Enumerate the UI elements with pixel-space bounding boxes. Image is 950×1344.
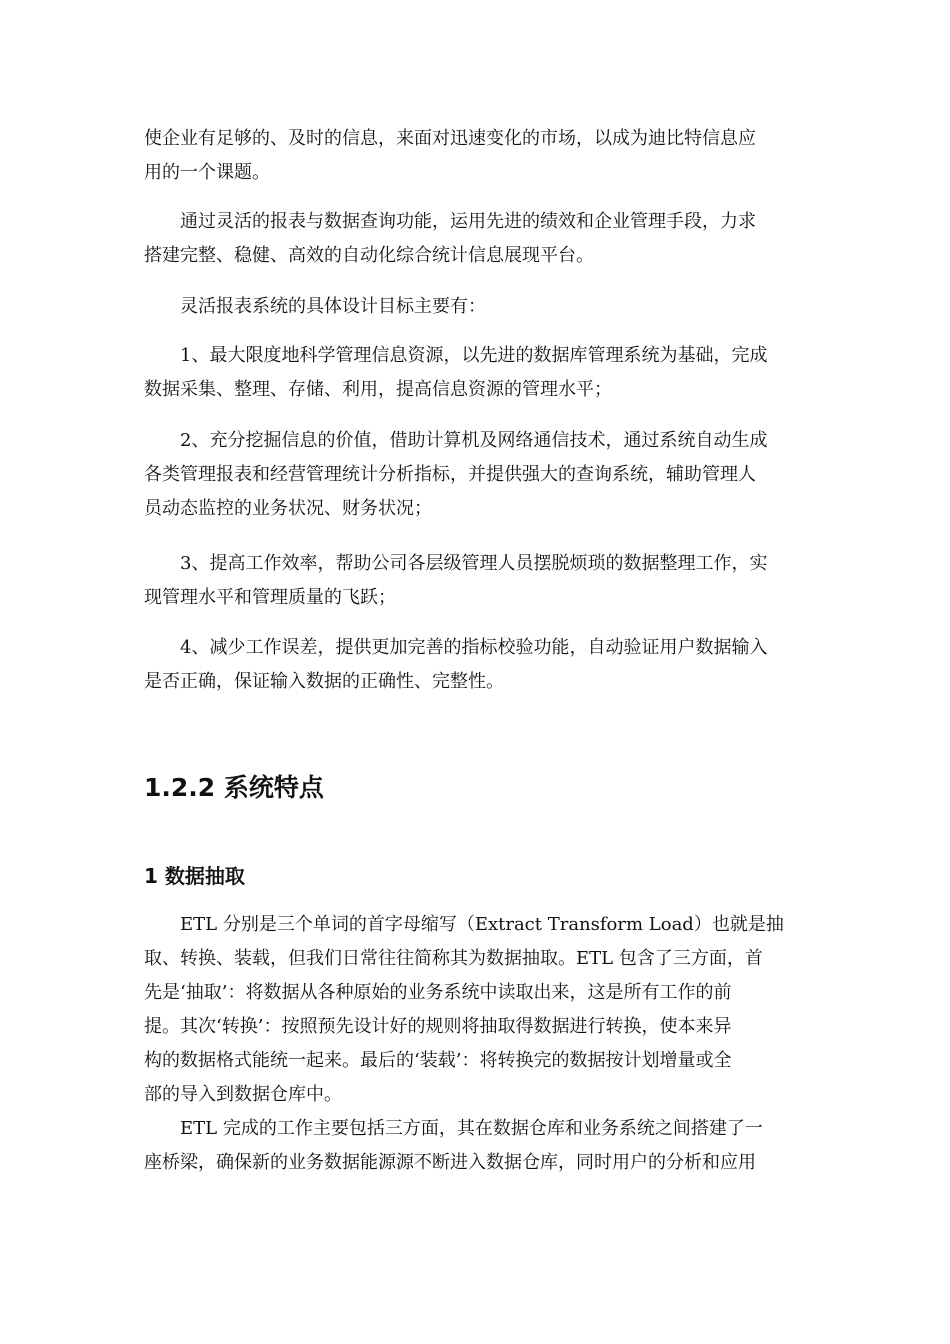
text-line: 2、充分挖掘信息的价值，借助计算机及网络通信技术，通过系统自动生成	[144, 430, 768, 451]
text-line: 1、最大限度地科学管理信息资源，以先进的数据库管理系统为基础，完成	[144, 345, 768, 366]
paragraph-goal	[144, 205, 809, 273]
text-line: 数据采集、整理、存储、利用，提高信息资源的管理水平；	[144, 379, 612, 400]
text-line: 3、提高工作效率，帮助公司各层级管理人员摆脱烦琐的数据整理工作，实	[144, 553, 768, 574]
section-heading: 1.2.2 系统特点	[144, 773, 324, 802]
paragraph-etl-work	[144, 1112, 809, 1180]
text-line: 座桥梁，确保新的业务数据能源源不断进入数据仓库，同时用户的分析和应用	[144, 1152, 756, 1173]
paragraph-targets-intro	[144, 290, 809, 324]
text-line: ETL 完成的工作主要包括三方面，其在数据仓库和业务系统之间搭建了一	[144, 1118, 763, 1139]
text-line: 提。其次‘转换’：按照预先设计好的规则将抽取得数据进行转换，使本来异	[144, 1016, 732, 1037]
text-line: 用的一个课题。	[144, 162, 270, 183]
text-line: 取、转换、装载，但我们日常往往简称其为数据抽取。ETL 包含了三方面，首	[144, 948, 763, 969]
paragraph-target-3	[144, 547, 809, 615]
text-line: 构的数据格式能统一起来。最后的‘装载’：将转换完的数据按计划增量或全	[144, 1050, 732, 1071]
text-line: 各类管理报表和经营管理统计分析指标，并提供强大的查询系统，辅助管理人	[144, 464, 756, 485]
text-line: 员动态监控的业务状况、财务状况；	[144, 498, 432, 519]
subsection-heading: 1 数据抽取	[144, 864, 245, 888]
text-line: 4、减少工作误差，提供更加完善的指标校验功能，自动验证用户数据输入	[144, 637, 768, 658]
paragraph-target-4	[144, 631, 809, 699]
text-line: 搭建完整、稳健、高效的自动化综合统计信息展现平台。	[144, 245, 594, 266]
text-line: ETL 分别是三个单词的首字母缩写（Extract Transform Load）也就是抽	[144, 914, 784, 935]
text-line: 部的导入到数据仓库中。	[144, 1084, 342, 1105]
text-line: 是否正确，保证输入数据的正确性、完整性。	[144, 671, 504, 692]
paragraph-intro-continued	[144, 122, 809, 190]
paragraph-target-1	[144, 339, 809, 407]
text-line: 灵活报表系统的具体设计目标主要有：	[144, 296, 486, 317]
paragraph-etl-definition	[144, 908, 809, 1112]
text-line: 先是‘抽取’：将数据从各种原始的业务系统中读取出来，这是所有工作的前	[144, 982, 732, 1003]
text-line: 使企业有足够的、及时的信息，来面对迅速变化的市场，以成为迪比特信息应	[144, 128, 756, 149]
paragraph-target-2	[144, 424, 809, 526]
text-line: 现管理水平和管理质量的飞跃；	[144, 587, 396, 608]
text-line: 通过灵活的报表与数据查询功能，运用先进的绩效和企业管理手段，力求	[144, 211, 756, 232]
